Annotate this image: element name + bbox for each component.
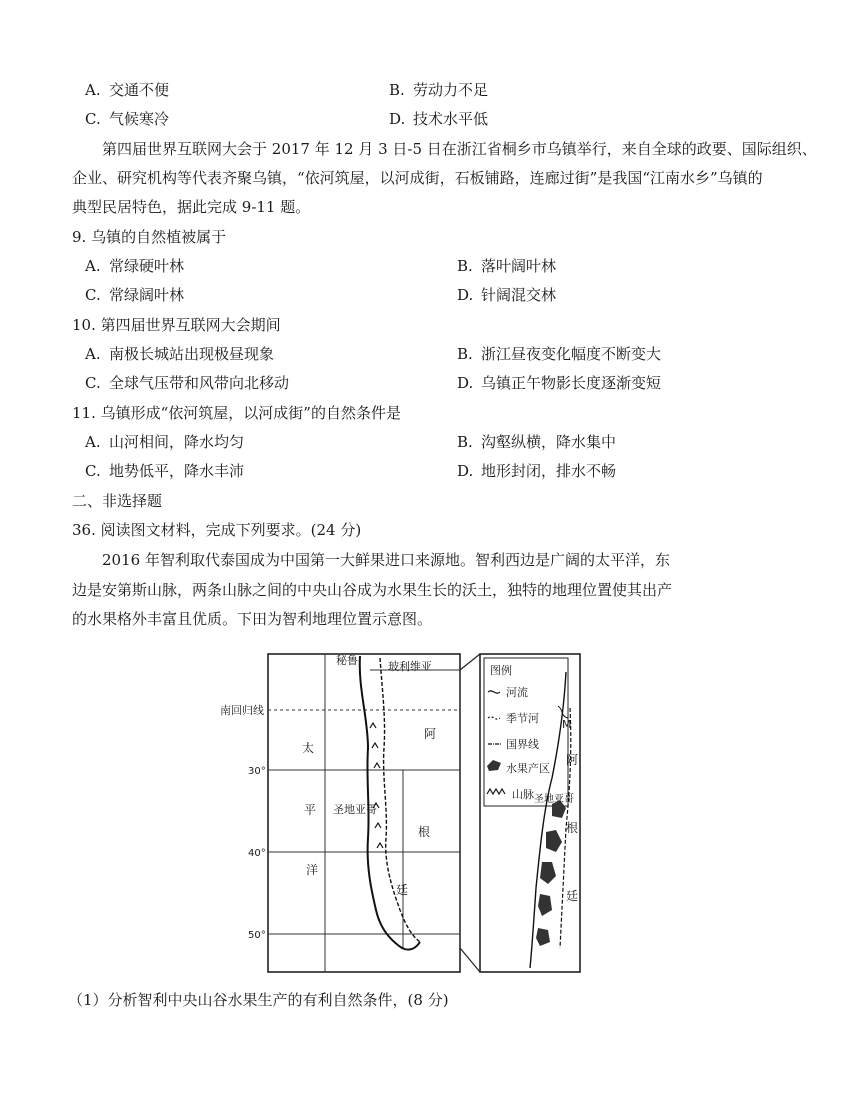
intro-line-3: 典型民居特色，据此完成 9-11 题。 xyxy=(72,198,311,216)
q36-sub1: （1）分析智利中央山谷水果生产的有利自然条件，(8 分) xyxy=(68,991,449,1009)
q9-option-b: B. 落叶阔叶林 xyxy=(457,257,557,275)
legend-seasonal: 季节河 xyxy=(506,712,539,725)
label-lat40: 40° xyxy=(248,848,266,859)
q9-option-c: C. 常绿阔叶林 xyxy=(85,286,185,304)
legend-fruit: 水果产区 xyxy=(506,762,550,775)
q9-stem: 9. 乌镇的自然植被属于 xyxy=(72,228,227,246)
q9-option-d: D. 针阔混交林 xyxy=(457,286,557,304)
label-bolivia: 玻利维亚 xyxy=(388,660,432,673)
q11-stem: 11. 乌镇形成“依河筑屋，以河成街”的自然条件是 xyxy=(72,404,401,422)
label-santiago-left: 圣地亚哥 xyxy=(333,803,377,816)
q9-option-a: A. 常绿硬叶林 xyxy=(85,257,185,275)
q10-option-d: D. 乌镇正午物影长度逐渐变短 xyxy=(457,374,662,392)
q8-option-a: A. 交通不便 xyxy=(85,81,170,99)
intro-line-2: 企业、研究机构等代表齐聚乌镇，“依河筑屋，以河成街，石板铺路，连廊过街”是我国“江南水乡”乌镇的 xyxy=(72,169,763,187)
fruit-region-3 xyxy=(540,862,556,884)
q8-option-c: C. 气候寒冷 xyxy=(85,110,170,128)
label-arg-3: 廷 xyxy=(396,883,409,897)
legend-river: 河流 xyxy=(506,686,528,699)
intro-line-1: 第四届世界互联网大会于 2017 年 12 月 3 日-5 日在浙江省桐乡市乌镇举行，来自全球的政要、国际组织、 xyxy=(102,140,817,158)
label-lat50: 50° xyxy=(248,930,266,941)
chile-border-left xyxy=(380,658,420,942)
label-right-arg-3: 廷 xyxy=(566,889,579,903)
label-peru: 秘鲁 xyxy=(336,654,358,667)
label-right-arg-1: 阿 xyxy=(566,753,579,767)
label-arg-2: 根 xyxy=(418,825,431,839)
q8-option-b: B. 劳动力不足 xyxy=(389,81,489,99)
label-ocean-1: 太 xyxy=(302,741,315,755)
chile-location-map xyxy=(220,648,580,974)
q10-option-b: B. 浙江昼夜变化幅度不断变大 xyxy=(457,345,662,363)
label-ocean-2: 平 xyxy=(304,803,317,817)
q8-option-d: D. 技术水平低 xyxy=(389,110,489,128)
zoom-line-top xyxy=(460,654,480,670)
q10-stem: 10. 第四届世界互联网大会期间 xyxy=(72,316,281,334)
andes-marks-left xyxy=(370,723,383,848)
legend-title: 图例 xyxy=(490,664,512,677)
legend-border: 国界线 xyxy=(506,738,539,751)
q10-option-a: A. 南极长城站出现极昼现象 xyxy=(85,345,275,363)
label-tropic: 南回归线 xyxy=(220,704,264,717)
fruit-region-5 xyxy=(536,928,550,946)
label-m: M xyxy=(562,718,572,731)
q36-material-line-3: 的水果格外丰富且优质。下田为智利地理位置示意图。 xyxy=(72,610,433,628)
legend-box xyxy=(484,658,568,806)
fruit-region-4 xyxy=(538,894,552,916)
q36-material-line-1: 2016 年智利取代泰国成为中国第一大鲜果进口来源地。智利西边是广阔的太平洋，东 xyxy=(102,551,670,569)
q11-option-d: D. 地形封闭，排水不畅 xyxy=(457,462,617,480)
q11-option-a: A. 山河相间，降水均匀 xyxy=(85,433,245,451)
zoom-line-bottom xyxy=(460,948,480,972)
label-santiago-right: 圣地亚哥 xyxy=(534,794,574,805)
label-ocean-3: 洋 xyxy=(306,863,319,877)
section-heading: 二、非选择题 xyxy=(72,492,163,510)
label-right-arg-2: 根 xyxy=(566,821,579,835)
q36-stem: 36. 阅读图文材料，完成下列要求。(24 分) xyxy=(72,521,362,539)
label-lat30: 30° xyxy=(248,766,266,777)
fruit-region-2 xyxy=(546,830,562,852)
q11-option-b: B. 沟壑纵横，降水集中 xyxy=(457,433,617,451)
q36-material-line-2: 边是安第斯山脉，两条山脉之间的中央山谷成为水果生长的沃土，独特的地理位置使其出产 xyxy=(72,581,673,599)
q11-option-c: C. 地势低平，降水丰沛 xyxy=(85,462,245,480)
q10-option-c: C. 全球气压带和风带向北移动 xyxy=(85,374,290,392)
legend-mountain: 山脉 xyxy=(512,788,534,801)
label-arg-1: 阿 xyxy=(424,727,437,741)
